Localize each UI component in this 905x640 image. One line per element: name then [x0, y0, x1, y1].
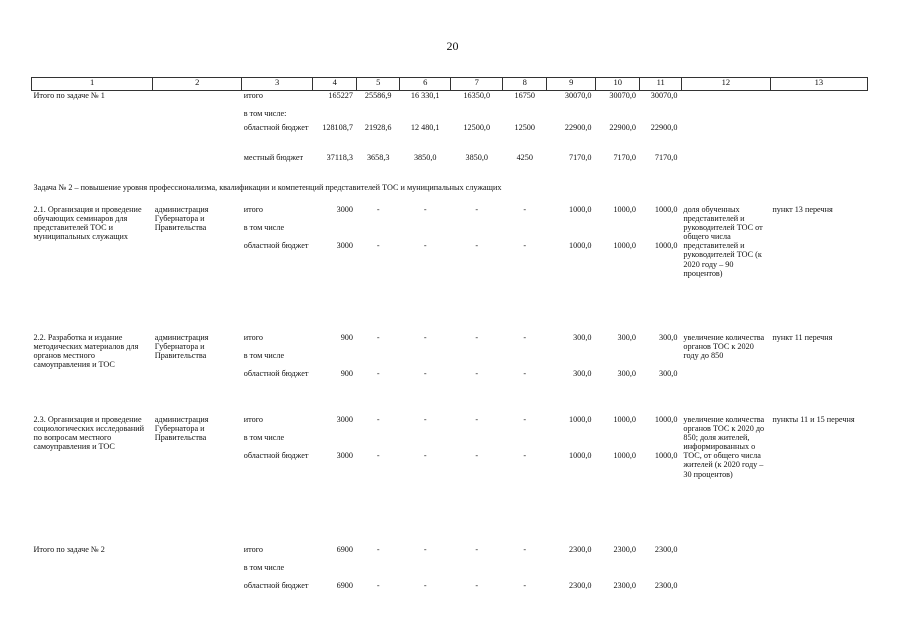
amount-cell — [451, 433, 503, 451]
column-number: 6 — [399, 78, 451, 91]
spacer — [32, 319, 868, 333]
funding-source: итого — [243, 332, 263, 342]
amount-cell: - — [376, 240, 380, 250]
amount-cell: 300,0 — [658, 332, 678, 342]
amount-cell: 165227 — [328, 91, 353, 100]
spacer — [32, 401, 868, 415]
funding-source: в том числе — [243, 350, 285, 360]
funding-source: в том числе — [243, 432, 285, 442]
amount-cell: 2300,0 — [568, 544, 592, 554]
table-row — [32, 545, 868, 563]
amount-cell: 30070,0 — [650, 91, 678, 100]
table-row — [32, 91, 868, 109]
amount-cell — [399, 223, 451, 241]
amount-cell — [313, 223, 357, 241]
amount-cell: 2300,0 — [568, 580, 592, 590]
amount-cell — [357, 223, 399, 241]
amount-cell: 1000,0 — [654, 204, 678, 214]
amount-cell: 1000,0 — [654, 240, 678, 250]
amount-cell — [547, 109, 596, 123]
amount-cell — [357, 433, 399, 451]
column-number: 7 — [451, 78, 503, 91]
amount-cell: - — [423, 368, 427, 378]
amount-cell: 900 — [340, 332, 353, 342]
amount-cell: - — [376, 544, 380, 554]
amount-cell: 12500 — [514, 122, 535, 132]
table-row — [32, 415, 868, 433]
amount-cell — [640, 433, 681, 451]
amount-cell: 128108,7 — [322, 122, 353, 132]
list-reference — [770, 545, 867, 605]
page-number: 20 — [446, 39, 459, 53]
amount-cell: - — [523, 544, 527, 554]
amount-cell: 900 — [340, 368, 353, 378]
amount-cell — [547, 351, 596, 369]
amount-cell: 37118,3 — [326, 152, 353, 162]
amount-cell: 1000,0 — [568, 240, 592, 250]
amount-cell: 22900,0 — [609, 122, 636, 132]
column-number: 4 — [313, 78, 357, 91]
amount-cell — [596, 563, 640, 581]
table-body — [32, 78, 868, 605]
budget-table — [31, 77, 868, 605]
amount-cell: - — [423, 204, 427, 214]
indicator — [681, 545, 770, 605]
amount-cell: - — [475, 332, 479, 342]
amount-cell — [596, 109, 640, 123]
indicator: доля обученных представителей и руководителей ТОС от общего числа представителей и руководителей ТОС (к 2020 году – 90 процентов) — [683, 204, 763, 278]
amount-cell: - — [523, 332, 527, 342]
amount-cell — [399, 563, 451, 581]
amount-cell: 2300,0 — [654, 580, 678, 590]
amount-cell — [399, 351, 451, 369]
task-heading-row — [32, 183, 868, 205]
funding-source: областной бюджет — [243, 580, 309, 590]
executor: администрация Губернатора и Правительства — [154, 332, 209, 360]
amount-cell: - — [423, 544, 427, 554]
indicator: увеличение количества органов ТОС к 2020 году до 850 — [683, 332, 765, 360]
funding-source: местный бюджет — [243, 152, 304, 162]
amount-cell: - — [376, 414, 380, 424]
executor — [153, 91, 242, 183]
amount-cell: 1000,0 — [654, 414, 678, 424]
amount-cell — [357, 563, 399, 581]
amount-cell — [503, 351, 547, 369]
list-reference: пункт 11 перечня — [772, 332, 833, 342]
funding-source: в том числе — [243, 562, 285, 572]
amount-cell: 3850,0 — [413, 152, 437, 162]
amount-cell — [503, 563, 547, 581]
amount-cell: 7170,0 — [654, 152, 678, 162]
amount-cell: 1000,0 — [613, 450, 636, 460]
column-number: 11 — [640, 78, 681, 91]
amount-cell — [313, 109, 357, 123]
amount-cell: 300,0 — [658, 368, 678, 378]
amount-cell — [640, 351, 681, 369]
amount-cell — [640, 223, 681, 241]
amount-cell: - — [423, 580, 427, 590]
amount-cell: - — [523, 204, 527, 214]
activity-name: 2.1. Организация и проведение обучающих семинаров для представителей ТОС и муниципальных служащих — [33, 204, 142, 242]
amount-cell: - — [475, 368, 479, 378]
activity-name: Итого по задаче № 1 — [33, 91, 105, 100]
amount-cell: 3658,3 — [366, 152, 390, 162]
column-number: 2 — [153, 78, 242, 91]
amount-cell: 7170,0 — [613, 152, 636, 162]
amount-cell: - — [423, 414, 427, 424]
amount-cell: 22900,0 — [650, 122, 678, 132]
list-reference: пункты 11 и 15 перечня — [772, 414, 855, 424]
amount-cell — [640, 563, 681, 581]
amount-cell: - — [423, 450, 427, 460]
amount-cell: - — [475, 414, 479, 424]
amount-cell — [547, 433, 596, 451]
table-row — [32, 205, 868, 223]
funding-source: итого — [243, 91, 263, 100]
amount-cell: 12 480,1 — [410, 122, 440, 132]
spacer-row — [32, 531, 868, 545]
amount-cell: - — [423, 240, 427, 250]
amount-cell: 25586,9 — [364, 91, 392, 100]
indicator: увеличение количества органов ТОС к 2020 до 850; доля жителей, информированных о ТОС, от общего числа жителей (к 2020 году – 30 процентов) — [683, 414, 765, 479]
funding-source: областной бюджет — [243, 450, 309, 460]
amount-cell: 3850,0 — [465, 152, 488, 162]
amount-cell — [640, 109, 681, 123]
indicator — [681, 91, 770, 183]
amount-cell — [357, 351, 399, 369]
column-number: 5 — [357, 78, 399, 91]
amount-cell: 6900 — [336, 580, 353, 590]
amount-cell — [596, 223, 640, 241]
funding-source: итого — [243, 414, 263, 424]
amount-cell: 21928,6 — [364, 122, 392, 132]
column-number: 3 — [242, 78, 313, 91]
amount-cell: - — [376, 204, 380, 214]
amount-cell: - — [376, 450, 380, 460]
amount-cell: - — [475, 204, 479, 214]
amount-cell: 2300,0 — [613, 580, 636, 590]
amount-cell: 30070,0 — [564, 91, 592, 100]
amount-cell: 3000 — [336, 450, 353, 460]
amount-cell: 1000,0 — [568, 414, 592, 424]
amount-cell — [399, 109, 451, 123]
amount-cell: 1000,0 — [613, 240, 636, 250]
amount-cell: 1000,0 — [568, 204, 592, 214]
list-reference: пункт 13 перечня — [772, 204, 833, 214]
activity-name: 2.3. Организация и проведение социологических исследований по вопросам местного самоуправления и ТОС — [33, 414, 145, 452]
spacer-row — [32, 319, 868, 333]
funding-source: итого — [243, 544, 263, 554]
amount-cell: - — [523, 414, 527, 424]
amount-cell — [596, 433, 640, 451]
funding-source: областной бюджет — [243, 240, 309, 250]
column-number: 8 — [503, 78, 547, 91]
amount-cell: 1000,0 — [613, 204, 636, 214]
activity-name: 2.2. Разработка и издание методических материалов для органов местного самоуправления и ТОС — [33, 332, 139, 370]
amount-cell: - — [376, 332, 380, 342]
amount-cell: - — [475, 580, 479, 590]
amount-cell — [503, 433, 547, 451]
amount-cell: 2300,0 — [613, 544, 636, 554]
executor — [153, 545, 242, 605]
amount-cell — [313, 351, 357, 369]
column-number: 1 — [32, 78, 153, 91]
column-number: 9 — [547, 78, 596, 91]
amount-cell: 3000 — [336, 414, 353, 424]
amount-cell — [451, 223, 503, 241]
amount-cell: 300,0 — [573, 332, 592, 342]
amount-cell — [547, 563, 596, 581]
funding-source: в том числе — [243, 222, 285, 232]
amount-cell: 1000,0 — [654, 450, 678, 460]
amount-cell: 16750 — [514, 91, 535, 100]
amount-cell: 16350,0 — [463, 91, 491, 100]
column-number: 13 — [770, 78, 867, 91]
amount-cell: 1000,0 — [613, 414, 636, 424]
amount-cell: - — [376, 580, 380, 590]
amount-cell — [503, 109, 547, 123]
funding-source: областной бюджет — [243, 368, 309, 378]
amount-cell: 16 330,1 — [410, 91, 440, 100]
amount-cell: - — [523, 368, 527, 378]
amount-cell: 3000 — [336, 240, 353, 250]
amount-cell — [451, 109, 503, 123]
amount-cell: - — [523, 580, 527, 590]
spacer — [32, 531, 868, 545]
funding-source: в том числе: — [243, 108, 287, 118]
amount-cell: 22900,0 — [564, 122, 592, 132]
amount-cell: 300,0 — [573, 368, 592, 378]
amount-cell: 1000,0 — [568, 450, 592, 460]
activity-name: Итого по задаче № 2 — [33, 544, 105, 554]
amount-cell: 30070,0 — [609, 91, 636, 100]
amount-cell — [313, 433, 357, 451]
task-heading: Задача № 2 – повышение уровня профессионализма, квалификации и компетенций представителей ТОС и муниципальных служащих — [33, 182, 502, 192]
amount-cell: - — [376, 368, 380, 378]
amount-cell: 4250 — [516, 152, 533, 162]
amount-cell — [547, 223, 596, 241]
amount-cell: 300,0 — [617, 368, 636, 378]
executor: администрация Губернатора и Правительства — [154, 414, 209, 442]
amount-cell: 2300,0 — [654, 544, 678, 554]
amount-cell: - — [475, 544, 479, 554]
amount-cell: - — [423, 332, 427, 342]
amount-cell: - — [475, 240, 479, 250]
amount-cell — [313, 563, 357, 581]
amount-cell: 6900 — [336, 544, 353, 554]
executor: администрация Губернатора и Правительства — [154, 204, 209, 232]
amount-cell: - — [523, 450, 527, 460]
amount-cell: 3000 — [336, 204, 353, 214]
list-reference — [770, 91, 867, 183]
amount-cell — [503, 223, 547, 241]
column-number-row — [32, 78, 868, 91]
amount-cell — [399, 433, 451, 451]
table-row — [32, 333, 868, 351]
amount-cell: - — [523, 240, 527, 250]
amount-cell — [357, 109, 399, 123]
amount-cell: 7170,0 — [568, 152, 592, 162]
amount-cell — [451, 563, 503, 581]
amount-cell: - — [475, 450, 479, 460]
column-number: 12 — [681, 78, 770, 91]
spacer-row — [32, 401, 868, 415]
amount-cell — [451, 351, 503, 369]
amount-cell: 300,0 — [617, 332, 636, 342]
amount-cell: 12500,0 — [463, 122, 491, 132]
amount-cell — [596, 351, 640, 369]
column-number: 10 — [596, 78, 640, 91]
funding-source: итого — [243, 204, 263, 214]
funding-source: областной бюджет — [243, 122, 309, 132]
